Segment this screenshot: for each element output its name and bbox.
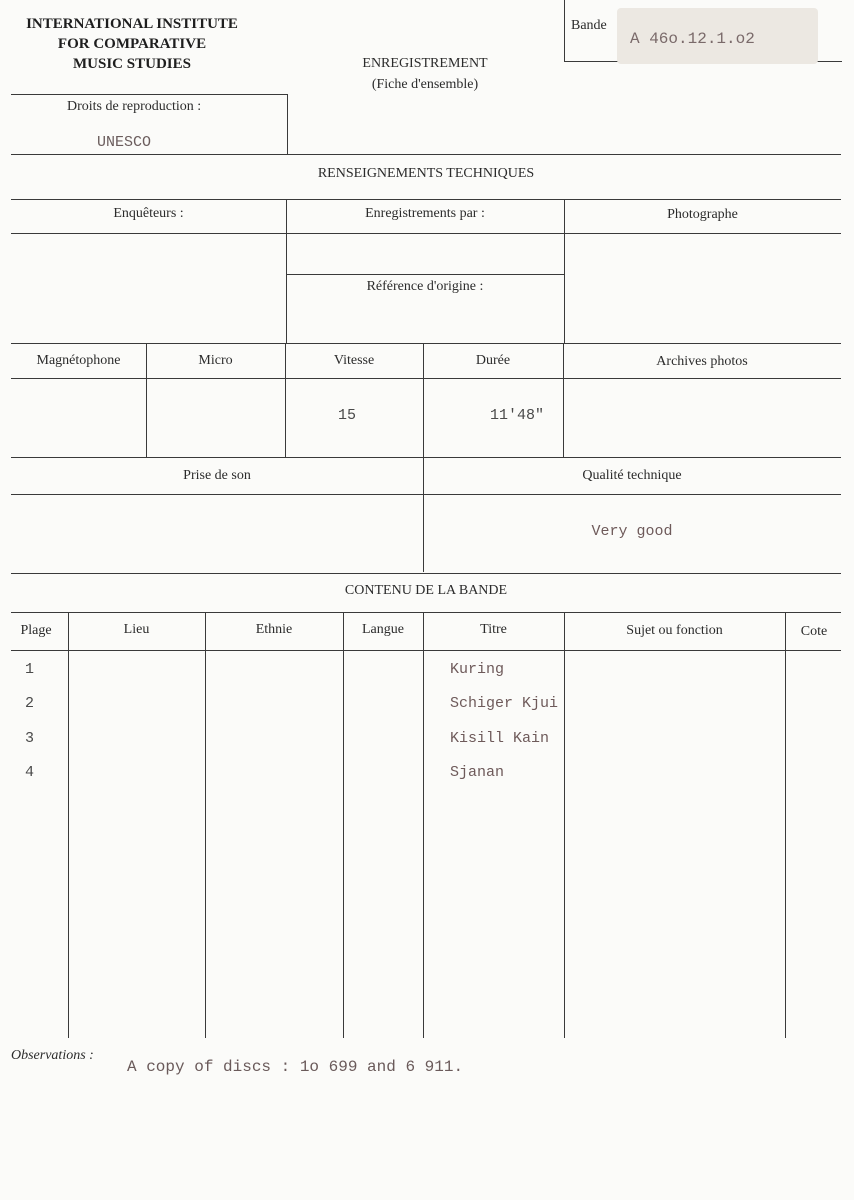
rule-sound-header <box>11 494 841 495</box>
rights-top-border <box>11 94 287 95</box>
col-header-titre: Titre <box>480 622 507 637</box>
contents-col-divider-2 <box>205 612 206 1038</box>
row-4-plage: 4 <box>25 764 35 781</box>
rule-reference <box>286 274 564 275</box>
institute-line-1: INTERNATIONAL INSTITUTE <box>26 16 238 32</box>
row-2-titre: Schiger Kjui <box>450 695 559 712</box>
row-3-titre: Kisill Kain <box>450 730 550 747</box>
duree-label: Durée <box>475 353 511 368</box>
row-2-plage: 2 <box>25 695 35 712</box>
col-header-cote: Cote <box>800 624 828 639</box>
contents-col-divider-3 <box>343 612 344 1038</box>
photographe-label: Photographe <box>667 207 738 222</box>
rule-equip-header <box>11 378 841 379</box>
contents-col-divider-5 <box>564 612 565 1038</box>
col-header-plage: Plage <box>20 623 52 638</box>
rights-value: UNESCO <box>97 134 152 151</box>
row-1-titre: Kuring <box>450 661 505 678</box>
col-header-lieu: Lieu <box>123 622 150 637</box>
reference-label: Référence d'origine : <box>366 279 484 294</box>
rule-tech-row2 <box>11 343 841 344</box>
contents-section-title: CONTENU DE LA BANDE <box>344 583 508 598</box>
duree-value: 11'48" <box>490 407 545 424</box>
rule-equip-bottom <box>11 457 841 458</box>
rule-tech-row1 <box>11 233 841 234</box>
contents-col-divider-6 <box>785 612 786 1038</box>
rights-label: Droits de reproduction : <box>67 99 202 114</box>
rule-technical-top <box>11 199 841 200</box>
bande-value: A 46o.12.1.o2 <box>630 30 755 48</box>
form-subtitle: (Fiche d'ensemble) <box>371 77 479 92</box>
technical-section-title: RENSEIGNEMENTS TECHNIQUES <box>317 166 535 181</box>
row-1-plage: 1 <box>25 661 35 678</box>
row-3-plage: 3 <box>25 730 35 747</box>
institute-line-3: MUSIC STUDIES <box>73 56 191 72</box>
contents-col-divider-4 <box>423 612 424 1038</box>
contents-col-divider-1 <box>68 612 69 1038</box>
rule-contents-top <box>11 612 841 613</box>
archives-photos-label: Archives photos <box>656 354 748 369</box>
institute-line-2: FOR COMPARATIVE <box>57 36 207 52</box>
qualite-technique-label: Qualité technique <box>582 468 682 483</box>
magnetophone-label: Magnétophone <box>36 353 121 368</box>
row-4-titre: Sjanan <box>450 764 505 781</box>
rule-technical-bottom <box>11 573 841 574</box>
bande-box-left-border <box>564 0 565 61</box>
prise-de-son-label: Prise de son <box>183 468 251 483</box>
enregistrements-label: Enregistrements par : <box>365 206 485 221</box>
vitesse-label: Vitesse <box>333 353 375 368</box>
bande-label: Bande <box>571 18 607 33</box>
rule-after-header <box>11 154 841 155</box>
vitesse-value: 15 <box>338 407 357 424</box>
observations-label: Observations : <box>11 1048 94 1063</box>
institute-name <box>8 14 256 74</box>
qualite-technique-value: Very good <box>591 523 673 540</box>
col-header-sujet: Sujet ou fonction <box>626 623 723 638</box>
observations-value: A copy of discs : 1o 699 and 6 911. <box>127 1058 464 1076</box>
enqueteurs-label: Enquêteurs : <box>113 206 184 221</box>
col-header-langue: Langue <box>362 622 404 637</box>
col-header-ethnie: Ethnie <box>255 622 293 637</box>
micro-label: Micro <box>198 353 233 368</box>
rights-right-border <box>287 94 288 154</box>
rule-contents-header <box>11 650 841 651</box>
form-title: ENREGISTREMENT <box>362 56 488 71</box>
